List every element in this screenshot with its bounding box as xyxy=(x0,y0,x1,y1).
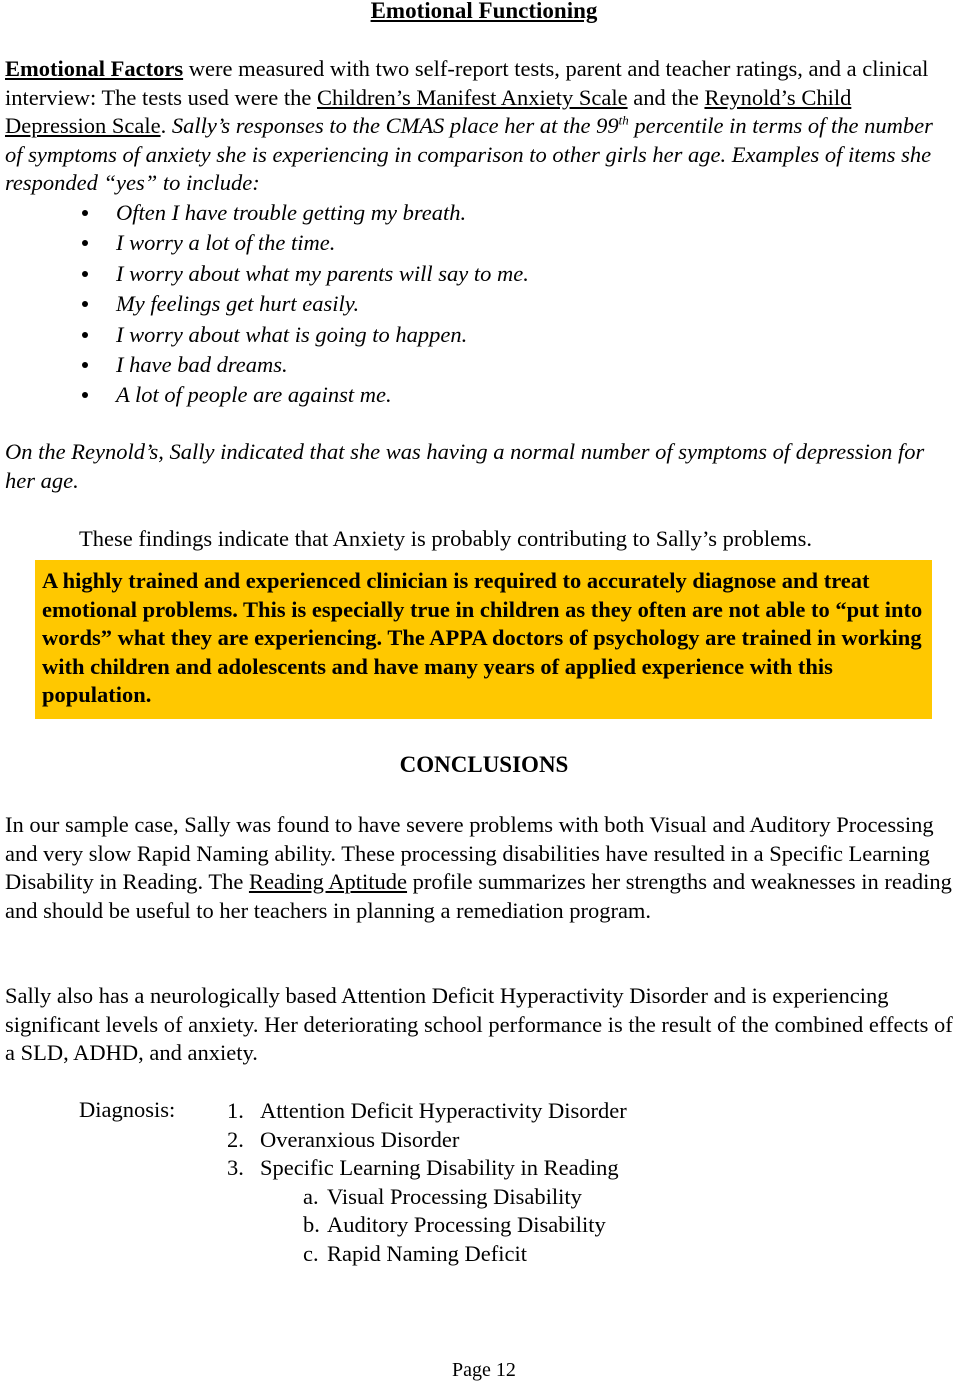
cmas-results-text-cont: percentile in terms of the number of symptoms of anxiety she is experiencing in comparison to other girls her age. Examples of items she responded “yes” to include: xyxy=(5,113,933,196)
subitem-letter: b. xyxy=(303,1212,320,1237)
subitem-text: Rapid Naming Deficit xyxy=(327,1240,527,1266)
emotional-factors-paragraph xyxy=(5,55,955,198)
findings-statement: These findings indicate that Anxiety is probably contributing to Sally’s problems. xyxy=(79,526,813,551)
emotional-factors-lead: Emotional Factors xyxy=(5,56,184,81)
bullet-icon xyxy=(82,362,88,368)
clinician-callout: A highly trained and experienced clinician is required to accurately diagnose and treat emotional problems. This is especially true in children as they often are not able to “put into words” what they are experiencing. The APPA doctors of psychology are trained in working with children and adolescents and have many years of applied experience with this population. xyxy=(35,560,932,719)
subitem-text: Auditory Processing Disability xyxy=(327,1212,606,1237)
conclusions-heading: CONCLUSIONS xyxy=(399,752,569,777)
anxiety-items-list xyxy=(0,198,960,411)
list-item-text: I worry about what is going to happen. xyxy=(116,321,468,347)
bullet-icon xyxy=(82,332,88,338)
reynolds-test-link[interactable]: Reynold’s Child Depression Scale xyxy=(5,84,852,139)
list-item-text: Often I have trouble getting my breath. xyxy=(116,200,467,225)
reading-aptitude-link[interactable]: Reading Aptitude xyxy=(248,869,408,895)
conclusions-paragraph xyxy=(5,811,955,925)
list-item xyxy=(0,320,960,350)
bullet-icon xyxy=(82,210,88,216)
list-item xyxy=(0,380,960,410)
cmas-results-text: Sally’s responses to the CMAS place her at the 99 xyxy=(171,113,619,139)
list-item xyxy=(0,289,960,319)
list-item xyxy=(0,350,960,380)
paragraph-text: profile summarizes her strengths and weaknesses in reading and should be useful to her teachers in planning a remediation program. xyxy=(5,869,952,923)
subitem-text: Visual Processing Disability xyxy=(327,1183,582,1209)
diagnosis-label: Diagnosis: xyxy=(79,1097,176,1122)
bullet-icon xyxy=(82,271,88,277)
paragraph-text: and the xyxy=(627,84,705,110)
bullet-icon xyxy=(82,301,88,307)
list-item xyxy=(0,259,960,289)
item-number: 2. xyxy=(227,1126,244,1152)
item-number: 3. xyxy=(227,1155,244,1180)
list-item xyxy=(0,198,960,228)
list-item xyxy=(0,228,960,258)
section-title: Emotional Functioning xyxy=(370,0,598,23)
reynolds-paragraph: On the Reynold’s, Sally indicated that she was having a normal number of symptoms of depression for her age. xyxy=(5,439,925,493)
paragraph-text: . xyxy=(160,113,172,139)
bullet-icon xyxy=(82,240,88,246)
adhd-paragraph: Sally also has a neurologically based Attention Deficit Hyperactivity Disorder and is experiencing significant levels of anxiety. Her deteriorating school performance is the result of the combined effects of a SLD, ADHD, and anxiety. xyxy=(5,983,953,1066)
cmas-test-link[interactable]: Children’s Manifest Anxiety Scale xyxy=(317,84,628,110)
item-text: Specific Learning Disability in Reading xyxy=(260,1155,619,1180)
list-item-text: I worry a lot of the time. xyxy=(116,230,336,256)
subitem-letter: a. xyxy=(303,1183,319,1209)
item-text: Overanxious Disorder xyxy=(260,1126,460,1152)
subitem-letter: c. xyxy=(303,1240,319,1266)
paragraph-text: were measured with two self-report tests, parent and teacher ratings, and a clinical interview: The tests used were the xyxy=(5,56,929,110)
paragraph-text: In our sample case, Sally was found to have severe problems with both Visual and Auditory Processing and very slow Rapid Naming ability. These processing disabilities have resulted in a Specific Learning Disability in Reading. The xyxy=(5,812,934,895)
list-item-text: I have bad dreams. xyxy=(116,351,288,377)
item-text: Attention Deficit Hyperactivity Disorder xyxy=(260,1098,627,1123)
list-item-text: A lot of people are against me. xyxy=(116,382,392,408)
list-item-text: My feelings get hurt easily. xyxy=(116,291,360,317)
item-number: 1. xyxy=(227,1098,244,1123)
ordinal-superscript: th xyxy=(618,112,629,128)
list-item-text: I worry about what my parents will say to me. xyxy=(116,260,529,286)
page-number: Page 12 xyxy=(452,1359,516,1381)
bullet-icon xyxy=(82,392,88,398)
